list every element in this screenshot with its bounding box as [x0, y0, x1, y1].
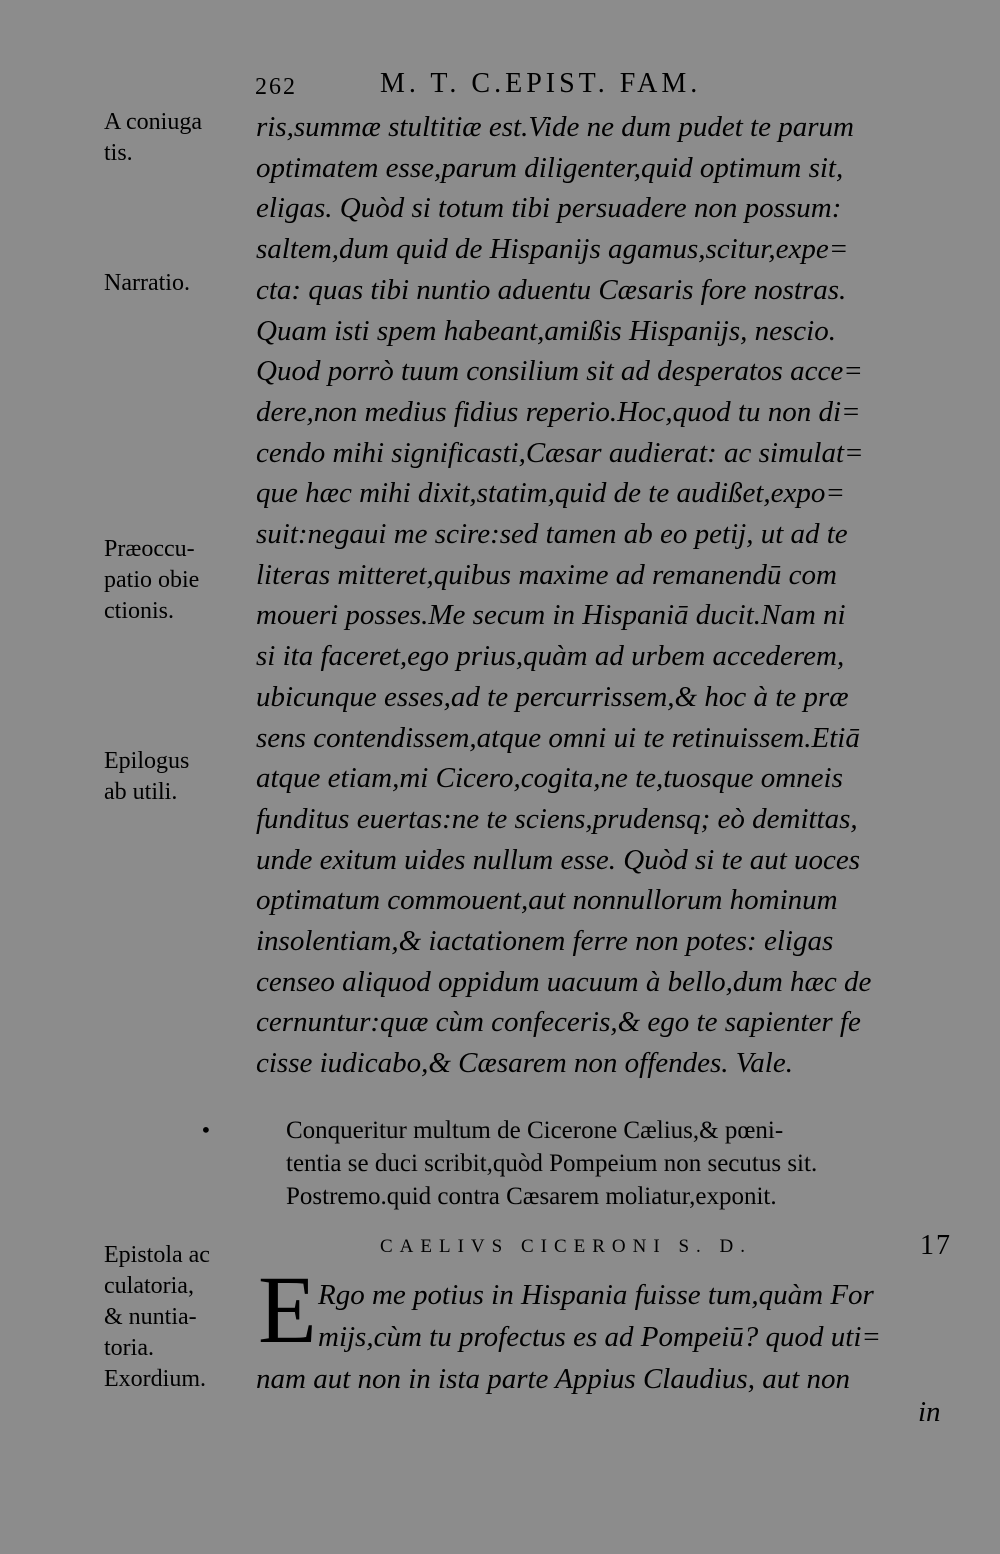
text-line: literas mitteret,quibus maxime ad remanendū com — [256, 558, 837, 591]
marginal-note-epistola — [104, 1240, 254, 1395]
text-line: Quod porrò tuum consilium sit ad desperatos acce= — [256, 355, 863, 388]
catchword: in — [918, 1396, 941, 1428]
marginal-line: Exordium. — [104, 1366, 206, 1392]
marginal-line: Epistola ac — [104, 1242, 210, 1268]
running-header — [255, 68, 815, 108]
text-line: cta: quas tibi nuntio aduentu Cæsaris fore nostras. — [256, 273, 847, 306]
text-line: atque etiam,mi Cicero,cogita,ne te,tuosque omneis — [256, 762, 843, 795]
marginal-line: Præoccu- — [104, 536, 195, 562]
marginal-line: Epilogus — [104, 748, 190, 774]
marginal-note-praeoccupatio — [104, 534, 254, 627]
marginal-line: tis. — [104, 140, 133, 166]
marginal-line: toria. — [104, 1335, 154, 1361]
summary-line: Conqueritur multum de Cicerone Cælius,& pœni- — [286, 1117, 784, 1144]
text-line: sens contendissem,atque omni ui te retinuissem.Etiā — [256, 721, 860, 754]
summary-line: Postremo.quid contra Cæsarem moliatur,exponit. — [286, 1183, 777, 1210]
text-line: censeo aliquod oppidum uacuum à bello,dum hæc de — [256, 965, 872, 998]
text-line: moueri posses.Me secum in Hispaniā ducit.Nam ni — [256, 599, 846, 632]
text-line: mijs,cùm tu profectus es ad Pompeiū? quod uti= — [318, 1321, 881, 1353]
text-line: Quam isti spem habeant,amißis Hispanijs, nescio. — [256, 314, 836, 347]
marginal-line: culatoria, — [104, 1273, 194, 1299]
text-line: que hæc mihi dixit,statim,quid de te audißet,expo= — [256, 477, 845, 510]
text-line: optimatem esse,parum diligenter,quid optimum sit, — [256, 151, 844, 184]
text-line: insolentiam,& iactationem ferre non potes: eligas — [256, 925, 834, 958]
marginal-line: ctionis. — [104, 598, 174, 624]
text-line: Rgo me potius in Hispania fuisse tum,quàm For — [318, 1279, 874, 1311]
text-line: cernuntur:quæ cùm confeceris,& ego te sapienter fe — [256, 1006, 861, 1039]
text-line: optimatum commouent,aut nonnullorum hominum — [256, 884, 838, 917]
page-number: 262 — [255, 74, 297, 100]
marginal-line: Narratio. — [104, 270, 190, 296]
marginal-note-epilogus — [104, 746, 254, 808]
summary-line: tentia se duci scribit,quòd Pompeium non secutus sit. — [286, 1150, 818, 1177]
text-line: si ita faceret,ego prius,quàm ad urbem accederem, — [256, 640, 845, 673]
marginal-note-coniugatis — [104, 107, 254, 169]
text-line: saltem,dum quid de Hispanijs agamus,scitur,expe= — [256, 233, 849, 266]
text-line: unde exitum uides nullum esse. Quòd si te aut uoces — [256, 843, 861, 876]
marginal-note-narratio — [104, 268, 254, 299]
text-line: nam aut non in ista parte Appius Claudius, aut non — [256, 1363, 851, 1395]
text-line: suit:negaui me scire:sed tamen ab eo petij, ut ad te — [256, 518, 848, 551]
letter-heading — [380, 1230, 960, 1272]
marginal-line: A coniuga — [104, 109, 202, 135]
text-line: cendo mihi significasti,Cæsar audierat: ac simulat= — [256, 436, 864, 469]
text-line: ubicunque esses,ad te percurrissem,& hoc à te præ — [256, 680, 849, 713]
text-line: ris,summæ stultitiæ est.Vide ne dum pudet te parum — [256, 111, 854, 143]
text-line: eligas. Quòd si totum tibi persuadere non possum: — [256, 192, 842, 225]
marginal-line: patio obie — [104, 567, 200, 593]
text-line: funditus euertas:ne te sciens,prudensq; eò demittas, — [256, 802, 858, 835]
marginal-line: & nuntia- — [104, 1304, 197, 1330]
letter-body — [256, 107, 956, 1084]
bullet-mark: • — [200, 1118, 212, 1142]
letter-summary — [286, 1114, 966, 1213]
letter-salutation: CAELIVS CICERONI S. D. — [380, 1236, 752, 1257]
text-line: dere,non medius fidius reperio.Hoc,quod tu non di= — [256, 395, 861, 428]
marginal-line: ab utili. — [104, 779, 178, 805]
next-letter-body — [256, 1274, 956, 1400]
drop-cap: E — [258, 1256, 317, 1363]
running-title: M. T. C.EPIST. FAM. — [380, 68, 702, 99]
letter-number: 17 — [920, 1230, 952, 1261]
text-line: cisse iudicabo,& Cæsarem non offendes. Vale. — [256, 1047, 793, 1080]
